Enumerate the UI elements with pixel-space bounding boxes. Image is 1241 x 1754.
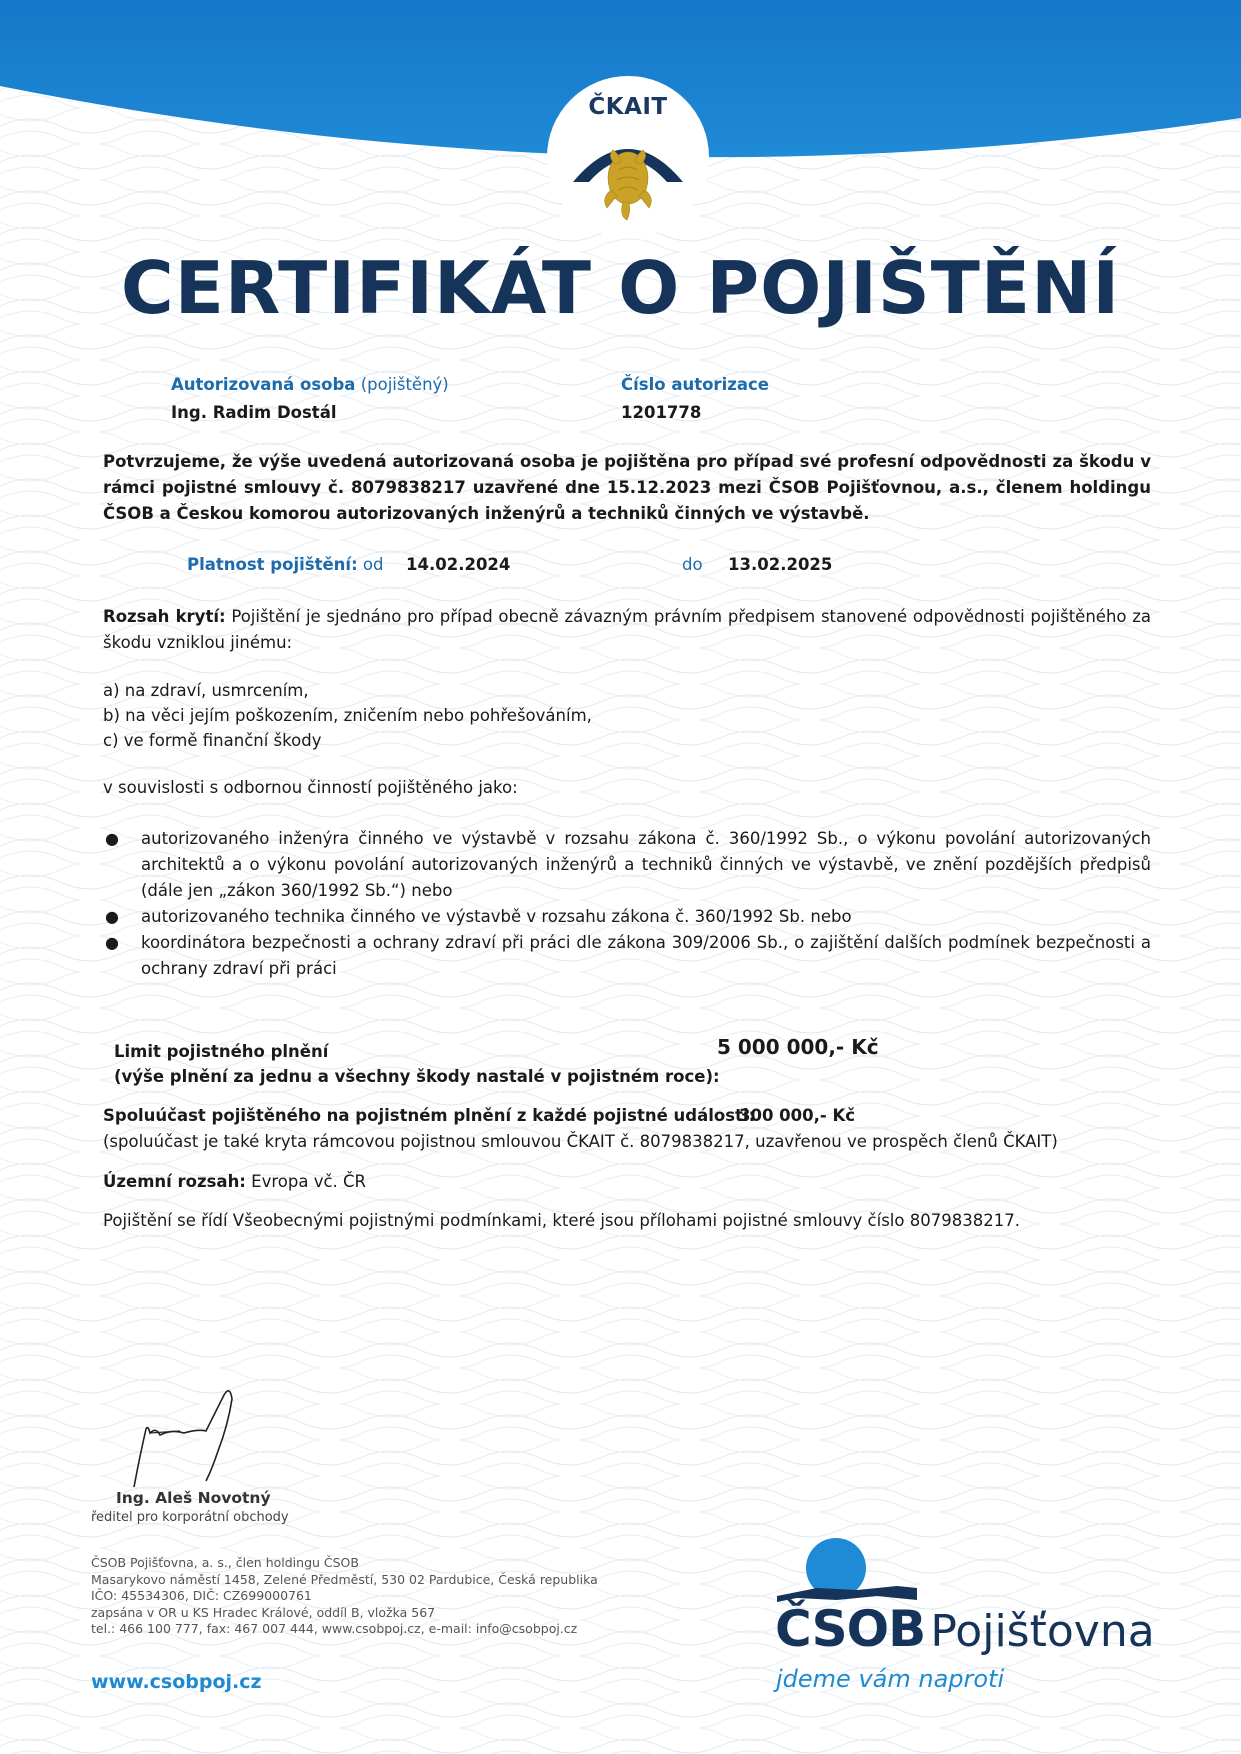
list-item-text: koordinátora bezpečnosti a ochrany zdraví při práci dle zákona 309/2006 Sb., o zajištění dalších podmínek bezpečnosti a ochrany zdraví při práci — [141, 933, 1151, 978]
validity-to-date: 13.02.2025 — [728, 555, 833, 574]
coverage-paragraph — [103, 604, 1151, 656]
limit-label-line1: Limit pojistného plnění — [114, 1042, 329, 1061]
footer-line: zapsána v OR u KS Hradec Králové, oddíl B, vložka 567 — [91, 1604, 436, 1620]
limit-value: 5 000 000,- Kč — [717, 1035, 879, 1059]
list-item-text: autorizovaného inženýra činného ve výstavbě v rozsahu zákona č. 360/1992 Sb., o výkonu povolání autorizovaných architektů a o výkonu povolání autorizovaných inženýrů a techniků činných ve výstavbě, ve znění pozdějších předpisů (dále jen „zákon 360/1992 Sb.“) nebo — [141, 829, 1151, 900]
validity-from-label: od — [362, 555, 384, 574]
validity-to-label: do — [682, 555, 703, 574]
footer-line: ČSOB Pojišťovna, a. s., člen holdingu ČSOB — [91, 1555, 359, 1570]
signatory-role: ředitel pro korporátní obchody — [91, 1510, 289, 1525]
csob-word: ČSOB — [775, 1600, 926, 1658]
insured-label — [171, 372, 449, 398]
footer-url-link[interactable]: www.csobpoj.cz — [91, 1671, 262, 1693]
lion-emblem-icon — [567, 120, 689, 230]
list-item — [103, 904, 1151, 930]
bullet-icon: ● — [105, 907, 119, 926]
brand-tagline: jdeme vám naproti — [776, 1665, 1005, 1693]
insured-label-main: Autorizovaná osoba — [171, 375, 356, 394]
insured-name: Ing. Radim Dostál — [171, 403, 337, 422]
footer-line: Masarykovo náměstí 1458, Zelené Předměstí, 530 02 Pardubice, Česká republika — [91, 1571, 598, 1587]
authorization-label: Číslo autorizace — [621, 375, 769, 394]
validity-row — [187, 552, 384, 578]
activity-list — [103, 826, 1151, 982]
validity-from-date: 14.02.2024 — [406, 555, 511, 574]
authorization-number: 1201778 — [621, 403, 702, 422]
confirmation-paragraph: Potvrzujeme, že výše uvedená autorizovaná osoba je pojištěna pro případ své profesní odpovědnosti za škodu v rámci pojistné smlouvy č. 8079838217 uzavřené dne 15.12.2023 mezi ČSOB Pojišťovnou, a.s., členem holdingu ČSOB a Českou komorou autorizovaných inženýrů a techniků činných ve výstavbě. — [103, 452, 1151, 523]
territory-row — [103, 1169, 366, 1195]
coverage-label: Rozsah krytí: — [103, 607, 226, 626]
insured-label-paren: (pojištěný) — [360, 375, 449, 394]
pojistovna-word: Pojišťovna — [930, 1606, 1155, 1657]
footer-line: tel.: 466 100 777, fax: 467 007 444, www.csobpoj.cz, e-mail: info@csobpoj.cz — [91, 1621, 578, 1636]
bullet-icon: ● — [105, 829, 119, 848]
territory-label: Územní rozsah: — [103, 1172, 246, 1191]
coverage-item: a) na zdraví, usmrcením, — [103, 681, 309, 700]
bullet-icon: ● — [105, 933, 119, 952]
deductible-label: Spoluúčast pojištěného na pojistném plnění z každé pojistné události: — [103, 1106, 756, 1125]
deductible-note: (spoluúčast je také kryta rámcovou pojistnou smlouvou ČKAIT č. 8079838217, uzavřenou ve prospěch členů ČKAIT) — [103, 1132, 1058, 1151]
coverage-text: Pojištění je sjednáno pro případ obecně závazným právním předpisem stanovené odpovědnosti pojištěného za škodu vzniklou jinému: — [103, 607, 1151, 652]
csob-brand-wordmark — [775, 1600, 1155, 1658]
limit-label-line2: (výše plnění za jednu a všechny škody nastalé v pojistném roce): — [114, 1067, 720, 1086]
coverage-item: b) na věci jejím poškozením, zničením nebo pohřešováním, — [103, 706, 592, 725]
footer-address — [91, 1555, 598, 1638]
page-title: CERTIFIKÁT O POJIŠTĚNÍ — [120, 246, 1121, 330]
deductible-value: 300 000,- Kč — [739, 1106, 856, 1125]
conditions-text: Pojištění se řídí Všeobecnými pojistnými podmínkami, které jsou přílohami pojistné smlouvy číslo 8079838217. — [103, 1211, 1020, 1230]
signatory-name: Ing. Aleš Novotný — [116, 1489, 271, 1507]
list-item — [103, 930, 1151, 982]
validity-label: Platnost pojištění: — [187, 555, 358, 574]
coverage-item: c) ve formě finanční škody — [103, 731, 322, 750]
list-item-text: autorizovaného technika činného ve výstavbě v rozsahu zákona č. 360/1992 Sb. nebo — [141, 907, 852, 926]
coverage-context: v souvislosti s odbornou činností pojištěného jako: — [103, 778, 518, 797]
footer-line: IČO: 45534306, DIČ: CZ699000761 — [91, 1588, 312, 1603]
list-item — [103, 826, 1151, 904]
ckait-logo-text: ČKAIT — [588, 94, 668, 120]
territory-value: Evropa vč. ČR — [251, 1172, 367, 1191]
signature-image — [120, 1385, 260, 1495]
